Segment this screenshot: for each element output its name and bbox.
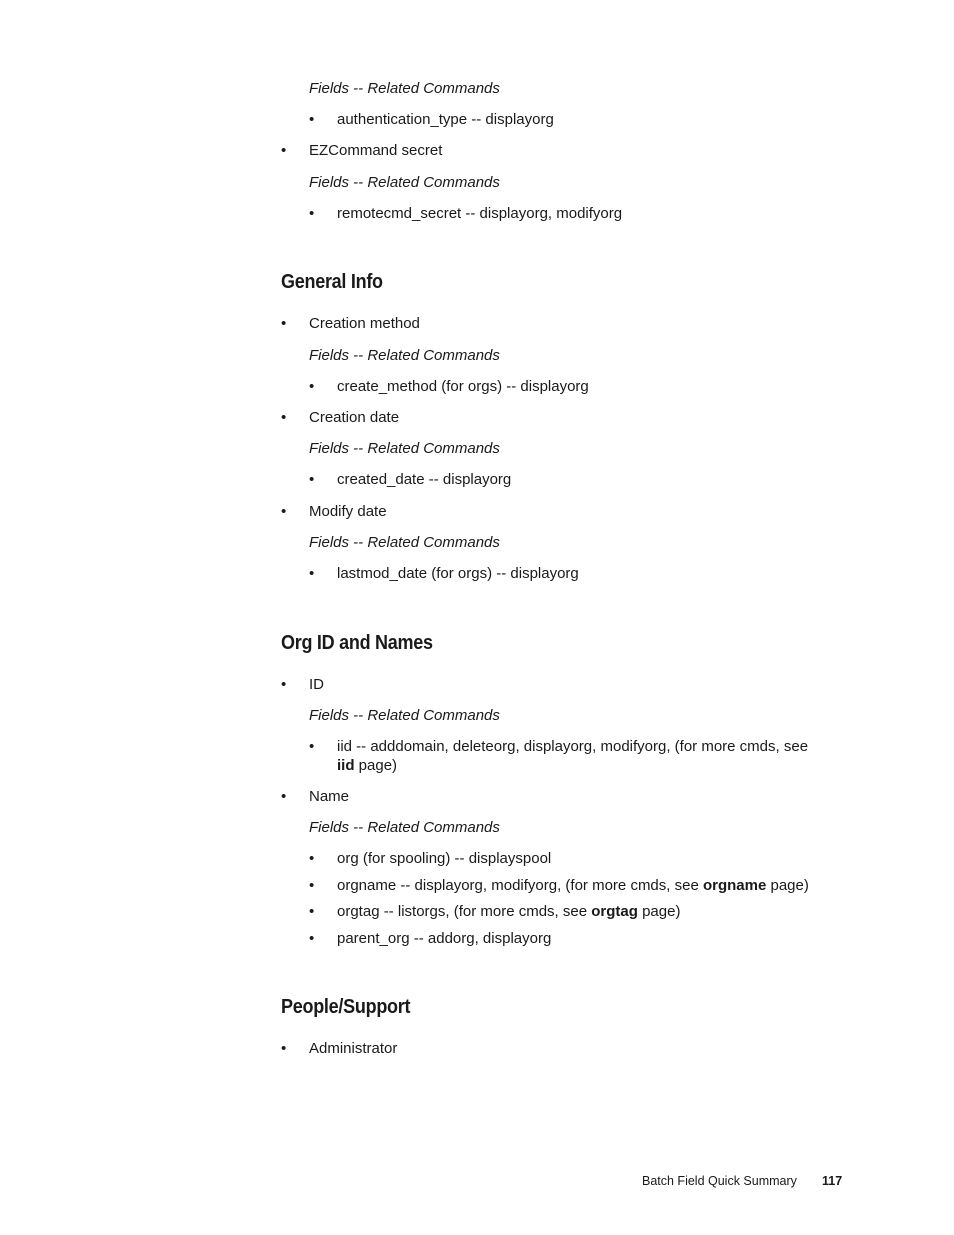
field-entry-parent-org: parent_org -- addorg, displayorg [337,930,552,947]
bullet: • [309,378,315,395]
fields-related-commands-label: Fields -- Related Commands [309,80,500,97]
bullet: • [309,471,315,488]
section-heading-general-info: General Info [281,271,383,293]
bullet: • [309,738,315,755]
field-entry-iid: iid -- adddomain, deleteorg, displayorg, modifyorg, (for more cmds, see [337,738,809,755]
field-entry-orgname [337,877,809,894]
page-suffix: page) [637,903,681,920]
orgname-prefix: orgname -- displayorg, modifyorg, (for more cmds, see [337,877,703,894]
bullet: • [281,676,287,693]
bullet: • [309,111,315,128]
fields-related-commands-label: Fields -- Related Commands [309,174,500,191]
fields-related-commands-label: Fields -- Related Commands [309,440,500,457]
fields-related-commands-label: Fields -- Related Commands [309,534,500,551]
item-id: ID [309,676,324,693]
bullet: • [309,903,315,920]
field-entry-remotecmd-secret: remotecmd_secret -- displayorg, modifyorg [337,205,623,222]
footer-title: Batch Field Quick Summary [642,1174,797,1188]
bullet: • [281,409,287,426]
field-entry-authentication-type: authentication_type -- displayorg [337,111,554,128]
item-ezcommand-secret: EZCommand secret [309,142,443,159]
page-number: 117 [822,1174,843,1188]
field-entry-iid-continuation [337,757,397,774]
bullet: • [309,930,315,947]
bullet: • [309,877,315,894]
orgtag-prefix: orgtag -- listorgs, (for more cmds, see [337,903,592,920]
bullet: • [281,315,287,332]
field-entry-orgtag [337,903,680,920]
orgname-page-link-text: orgname [702,877,767,894]
item-creation-method: Creation method [309,315,420,332]
fields-related-commands-label: Fields -- Related Commands [309,819,500,836]
item-name: Name [309,788,350,805]
bullet: • [309,565,315,582]
page-suffix: page) [354,757,398,774]
fields-related-commands-label: Fields -- Related Commands [309,347,500,364]
field-entry-org: org (for spooling) -- displayspool [337,850,552,867]
page-suffix: page) [766,877,809,894]
bullet: • [281,503,287,520]
field-entry-created-date: created_date -- displayorg [337,471,512,488]
bullet: • [281,142,287,159]
iid-page-link-text: iid [337,757,355,774]
field-entry-lastmod-date: lastmod_date (for orgs) -- displayorg [337,565,579,582]
bullet: • [281,1040,287,1057]
item-administrator: Administrator [309,1040,398,1057]
field-entry-create-method: create_method (for orgs) -- displayorg [337,378,589,395]
fields-related-commands-label: Fields -- Related Commands [309,707,500,724]
bullet: • [281,788,287,805]
item-modify-date: Modify date [309,503,387,520]
section-heading-org-id-and-names: Org ID and Names [281,632,433,654]
section-heading-people-support: People/Support [281,996,411,1018]
bullet: • [309,850,315,867]
item-creation-date: Creation date [309,409,400,426]
bullet: • [309,205,315,222]
orgtag-page-link-text: orgtag [591,903,638,920]
